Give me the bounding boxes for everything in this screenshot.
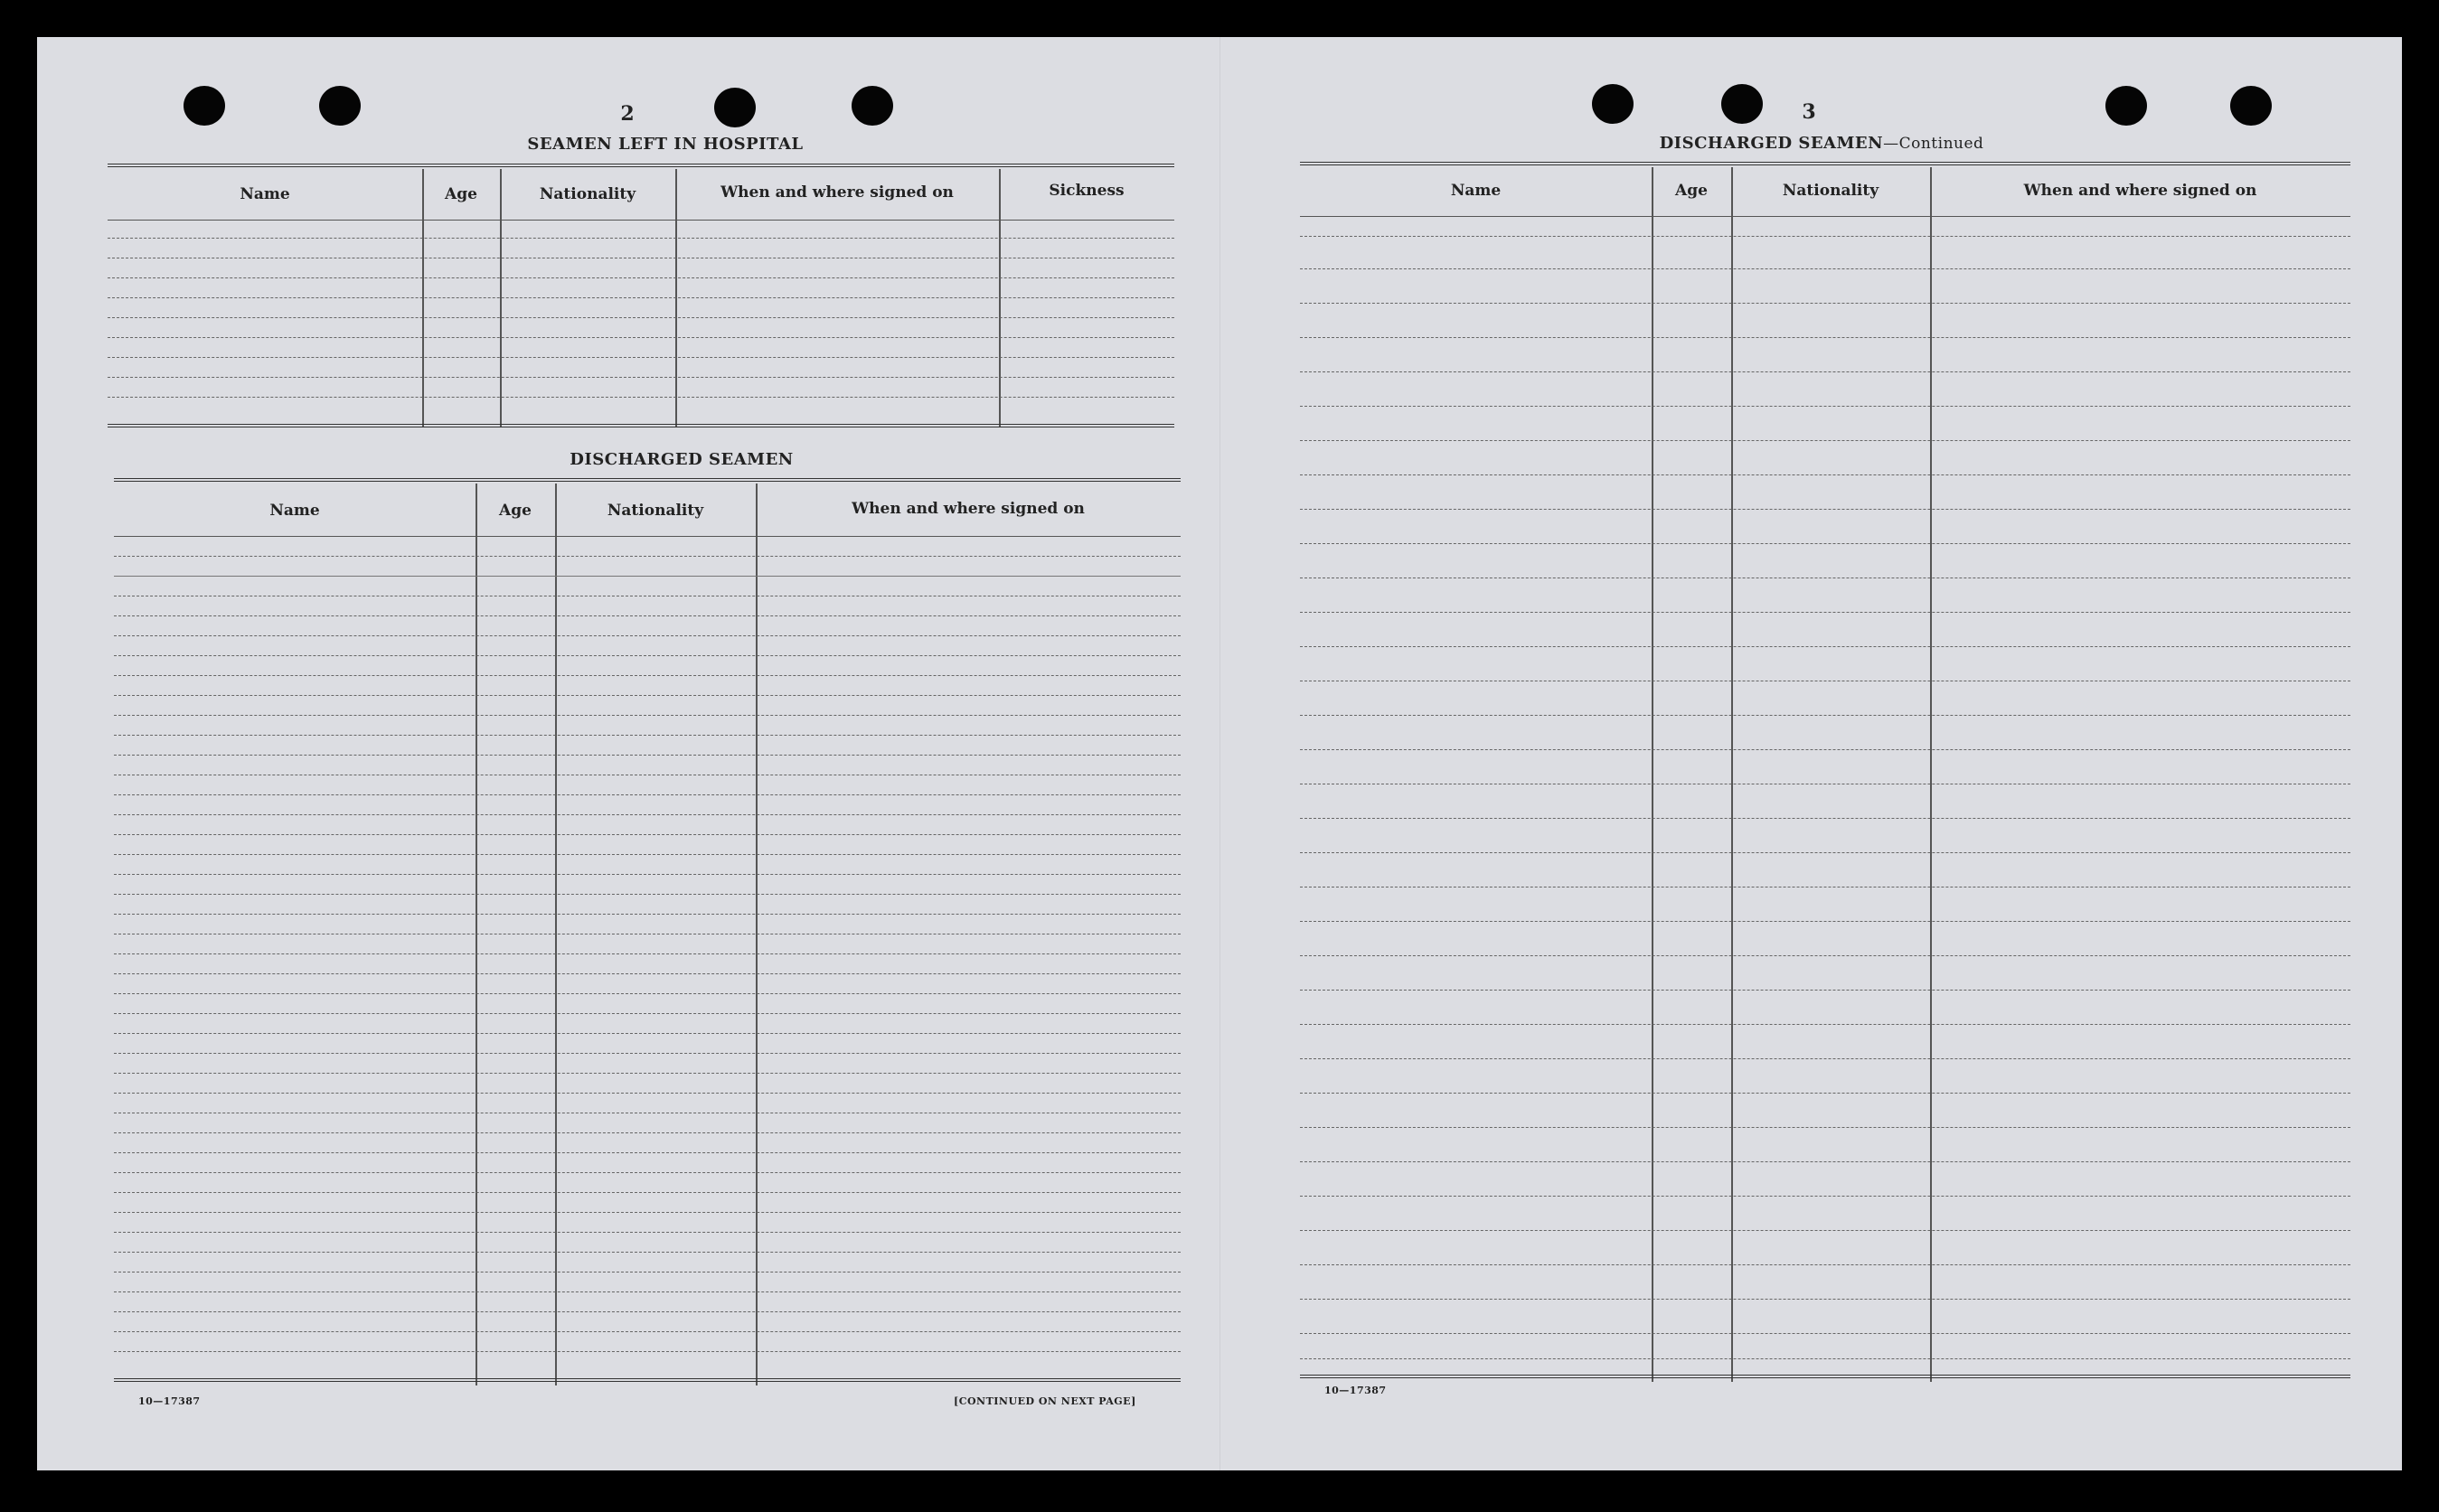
column-header-name: Name xyxy=(269,502,320,520)
row-line xyxy=(1300,1333,2350,1334)
row-line xyxy=(114,854,1181,855)
discharged-continued-title-main: DISCHARGED SEAMEN xyxy=(1659,134,1884,153)
row-line xyxy=(1300,303,2350,304)
row-line xyxy=(114,1252,1181,1253)
punch-hole xyxy=(1592,84,1634,124)
column-divider xyxy=(675,169,677,427)
page-number-left: 2 xyxy=(620,102,635,126)
row-line xyxy=(114,1192,1181,1193)
row-line xyxy=(108,357,1174,358)
row-line xyxy=(114,1033,1181,1034)
discharged-table xyxy=(114,484,1181,1385)
table-bottom-rule xyxy=(114,1378,1181,1384)
column-divider xyxy=(1930,167,1932,1382)
row-line xyxy=(114,715,1181,716)
header-underline xyxy=(108,220,1174,221)
row-line xyxy=(114,1291,1181,1292)
row-line xyxy=(114,615,1181,616)
row-line xyxy=(1300,1093,2350,1094)
header-underline xyxy=(114,536,1181,537)
row-line xyxy=(114,1093,1181,1094)
column-header-age: Age xyxy=(499,502,532,520)
column-header-signed-on: When and where signed on xyxy=(852,500,1085,518)
table-bottom-rule xyxy=(1300,1375,2350,1380)
row-line xyxy=(114,1232,1181,1233)
row-line xyxy=(114,1351,1181,1352)
row-line xyxy=(1300,509,2350,510)
column-header-age: Age xyxy=(1675,182,1708,200)
column-header-signed-on: When and where signed on xyxy=(720,183,954,202)
row-line xyxy=(108,377,1174,378)
row-line xyxy=(108,238,1174,239)
row-line xyxy=(1300,612,2350,613)
column-header-name: Name xyxy=(1450,182,1502,200)
row-line xyxy=(1300,715,2350,716)
table-bottom-rule xyxy=(108,424,1174,429)
row-line xyxy=(114,675,1181,676)
row-line xyxy=(1300,1264,2350,1265)
page-number-right: 3 xyxy=(1802,100,1816,124)
row-line xyxy=(114,953,1181,954)
punch-hole xyxy=(1721,84,1763,124)
column-header-nationality: Nationality xyxy=(607,502,704,520)
row-line xyxy=(108,397,1174,398)
row-line xyxy=(114,834,1181,835)
hospital-table xyxy=(108,169,1174,427)
form-number-left: 10—17387 xyxy=(138,1395,201,1407)
row-line xyxy=(114,1172,1181,1173)
column-divider xyxy=(422,169,424,427)
row-line xyxy=(114,1152,1181,1153)
row-line xyxy=(114,914,1181,915)
row-line xyxy=(114,635,1181,636)
continued-note: [CONTINUED ON NEXT PAGE] xyxy=(954,1395,1136,1407)
column-header-sickness: Sickness xyxy=(1049,182,1125,200)
column-header-nationality: Nationality xyxy=(1782,182,1879,200)
punch-hole xyxy=(2230,86,2272,126)
row-line xyxy=(114,874,1181,875)
row-line xyxy=(108,297,1174,298)
row-line xyxy=(1300,921,2350,922)
row-line xyxy=(114,1331,1181,1332)
column-header-age: Age xyxy=(445,185,477,203)
row-line xyxy=(108,337,1174,338)
row-line xyxy=(108,317,1174,318)
row-line xyxy=(114,794,1181,795)
row-line xyxy=(1300,990,2350,991)
column-header-nationality: Nationality xyxy=(539,185,636,203)
row-line xyxy=(114,1212,1181,1213)
row-line xyxy=(1300,1127,2350,1128)
row-line xyxy=(1300,337,2350,338)
row-line xyxy=(1300,646,2350,647)
row-line xyxy=(1300,268,2350,269)
column-divider xyxy=(555,484,557,1385)
row-line xyxy=(1300,406,2350,407)
column-divider xyxy=(1652,167,1653,1382)
discharged-section-title: DISCHARGED SEAMEN xyxy=(570,450,794,469)
row-line xyxy=(114,755,1181,756)
column-header-name: Name xyxy=(240,185,290,203)
row-line xyxy=(1300,1196,2350,1197)
row-line xyxy=(1300,1024,2350,1025)
row-line xyxy=(1300,371,2350,372)
row-line xyxy=(114,576,1181,577)
column-divider xyxy=(756,484,758,1385)
punch-hole xyxy=(714,88,756,127)
row-line xyxy=(114,1073,1181,1074)
scanned-document-sheet xyxy=(37,37,2402,1470)
header-underline xyxy=(1300,216,2350,217)
row-line xyxy=(114,993,1181,994)
row-line xyxy=(114,735,1181,736)
hospital-section-title: SEAMEN LEFT IN HOSPITAL xyxy=(527,135,804,154)
row-line xyxy=(1300,1161,2350,1162)
row-line xyxy=(1300,440,2350,441)
row-line xyxy=(1300,543,2350,544)
discharged-continued-table xyxy=(1300,167,2350,1382)
row-line xyxy=(114,556,1181,557)
column-divider xyxy=(1731,167,1733,1382)
column-divider xyxy=(476,484,477,1385)
row-line xyxy=(114,1272,1181,1273)
row-line xyxy=(1300,1058,2350,1059)
punch-hole xyxy=(852,86,893,126)
row-line xyxy=(114,814,1181,815)
row-line xyxy=(114,1132,1181,1133)
row-line xyxy=(114,655,1181,656)
row-line xyxy=(114,973,1181,974)
punch-hole xyxy=(184,86,225,126)
row-line xyxy=(114,695,1181,696)
row-line xyxy=(1300,749,2350,750)
discharged-continued-title xyxy=(1632,134,2011,153)
column-header-signed-on: When and where signed on xyxy=(2023,182,2257,200)
row-line xyxy=(108,277,1174,278)
punch-hole xyxy=(319,86,361,126)
row-line xyxy=(1300,236,2350,237)
row-line xyxy=(114,1311,1181,1312)
form-number-right: 10—17387 xyxy=(1324,1385,1387,1396)
row-line xyxy=(1300,1299,2350,1300)
continued-suffix: —Continued xyxy=(1883,135,1984,153)
column-divider xyxy=(500,169,502,427)
row-line xyxy=(1300,852,2350,853)
row-line xyxy=(1300,1358,2350,1359)
row-line xyxy=(1300,818,2350,819)
punch-hole xyxy=(2105,86,2147,126)
row-line xyxy=(114,1013,1181,1014)
row-line xyxy=(1300,474,2350,475)
row-line xyxy=(114,894,1181,895)
column-divider xyxy=(999,169,1001,427)
row-line xyxy=(114,1053,1181,1054)
row-line xyxy=(1300,1230,2350,1231)
row-line xyxy=(1300,955,2350,956)
